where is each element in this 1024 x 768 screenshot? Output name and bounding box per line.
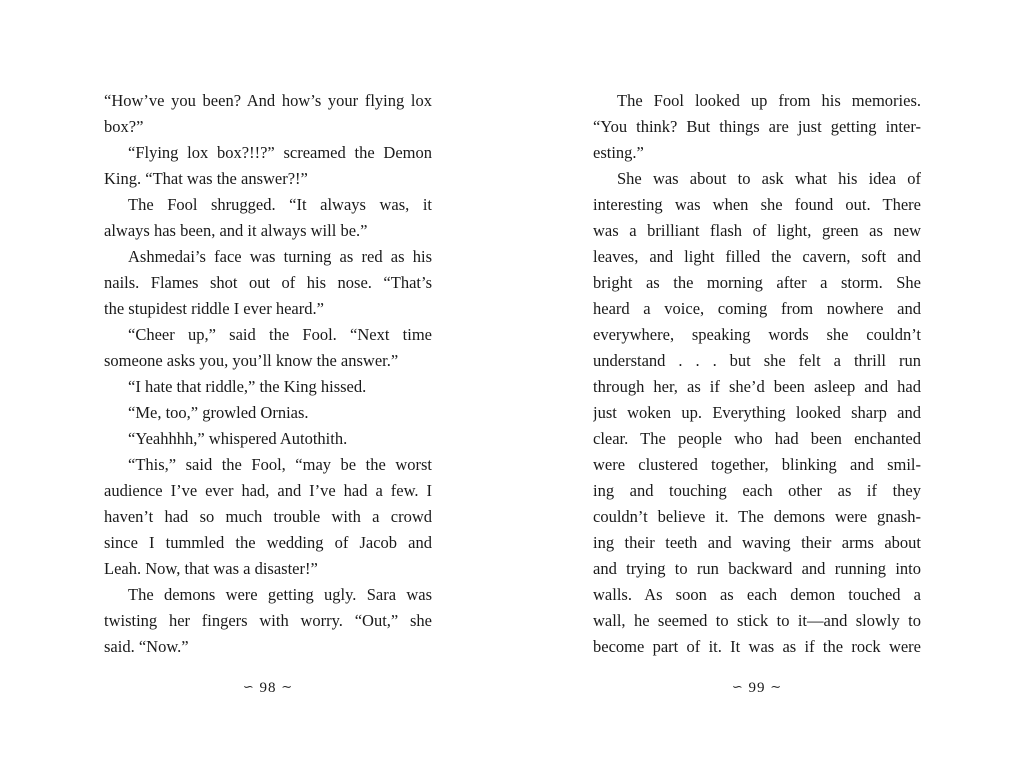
text-line: understand . . . but she felt a thrill run xyxy=(593,351,921,370)
text-line: The Fool looked up from his memories. xyxy=(617,91,921,110)
page-number: 99 xyxy=(748,680,766,696)
text-line: twisting her fingers with worry. “Out,” she xyxy=(104,611,432,630)
text-line: wall, he seemed to stick to it—and slowly to xyxy=(593,611,921,630)
text-line: just woken up. Everything looked sharp and xyxy=(593,403,921,422)
page-number-right xyxy=(657,680,857,697)
text-line: “This,” said the Fool, “may be the worst xyxy=(128,455,432,474)
text-line: ing their teeth and waving their arms about xyxy=(593,533,921,552)
text-line: “Me, too,” growled Ornias. xyxy=(128,403,309,422)
text-line: “Flying lox box?!!?” screamed the Demon xyxy=(128,143,432,162)
page-number: 98 xyxy=(259,680,277,696)
text-line: bright as the morning after a storm. She xyxy=(593,273,921,292)
text-line: walls. As soon as each demon touched a xyxy=(593,585,921,604)
text-line: the stupidest riddle I ever heard.” xyxy=(104,299,324,318)
text-line: “Cheer up,” said the Fool. “Next time xyxy=(128,325,432,344)
text-line: audience I’ve ever had, and I’ve had a few. I xyxy=(104,481,432,500)
text-line: and trying to run backward and running into xyxy=(593,559,921,578)
page-number-left xyxy=(168,680,368,697)
text-line: King. “That was the answer?!” xyxy=(104,169,308,188)
text-line: couldn’t believe it. The demons were gnash- xyxy=(593,507,921,526)
text-line: since I tummled the wedding of Jacob and xyxy=(104,533,432,552)
text-line: said. “Now.” xyxy=(104,637,189,656)
text-line: leaves, and light filled the cavern, soft and xyxy=(593,247,921,266)
text-line: “I hate that riddle,” the King hissed. xyxy=(128,377,367,396)
text-line: someone asks you, you’ll know the answer.” xyxy=(104,351,399,370)
text-line: everywhere, speaking words she couldn’t xyxy=(593,325,921,344)
left-page xyxy=(104,88,432,660)
text-line: “You think? But things are just getting inter- xyxy=(593,117,921,136)
ornament-right-icon: ∼ xyxy=(770,679,783,694)
text-line: heard a voice, coming from nowhere and xyxy=(593,299,921,318)
text-line: clear. The people who had been enchanted xyxy=(593,429,921,448)
text-line: become part of it. It was as if the rock were xyxy=(593,637,921,656)
text-line: Ashmedai’s face was turning as red as his xyxy=(128,247,432,266)
ornament-left-icon: ∽ xyxy=(731,679,744,694)
text-line: haven’t had so much trouble with a crowd xyxy=(104,507,432,526)
text-line: The demons were getting ugly. Sara was xyxy=(128,585,432,604)
text-line: She was about to ask what his idea of xyxy=(617,169,921,188)
text-line: “Yeahhhh,” whispered Autothith. xyxy=(128,429,348,448)
ornament-left-icon: ∽ xyxy=(242,679,255,694)
right-page xyxy=(593,88,921,660)
text-line: “How’ve you been? And how’s your flying lox xyxy=(104,91,432,110)
ornament-right-icon: ∼ xyxy=(281,679,294,694)
text-line: esting.” xyxy=(593,143,644,162)
text-line: ing and touching each other as if they xyxy=(593,481,921,500)
text-line: through her, as if she’d been asleep and had xyxy=(593,377,921,396)
text-line: was a brilliant flash of light, green as new xyxy=(593,221,921,240)
text-line: The Fool shrugged. “It always was, it xyxy=(128,195,432,214)
text-line: always has been, and it always will be.” xyxy=(104,221,368,240)
text-line: Leah. Now, that was a disaster!” xyxy=(104,559,318,578)
text-line: nails. Flames shot out of his nose. “That’s xyxy=(104,273,432,292)
text-line: box?” xyxy=(104,117,144,136)
text-line: were clustered together, blinking and smil- xyxy=(593,455,921,474)
text-line: interesting was when she found out. There xyxy=(593,195,921,214)
